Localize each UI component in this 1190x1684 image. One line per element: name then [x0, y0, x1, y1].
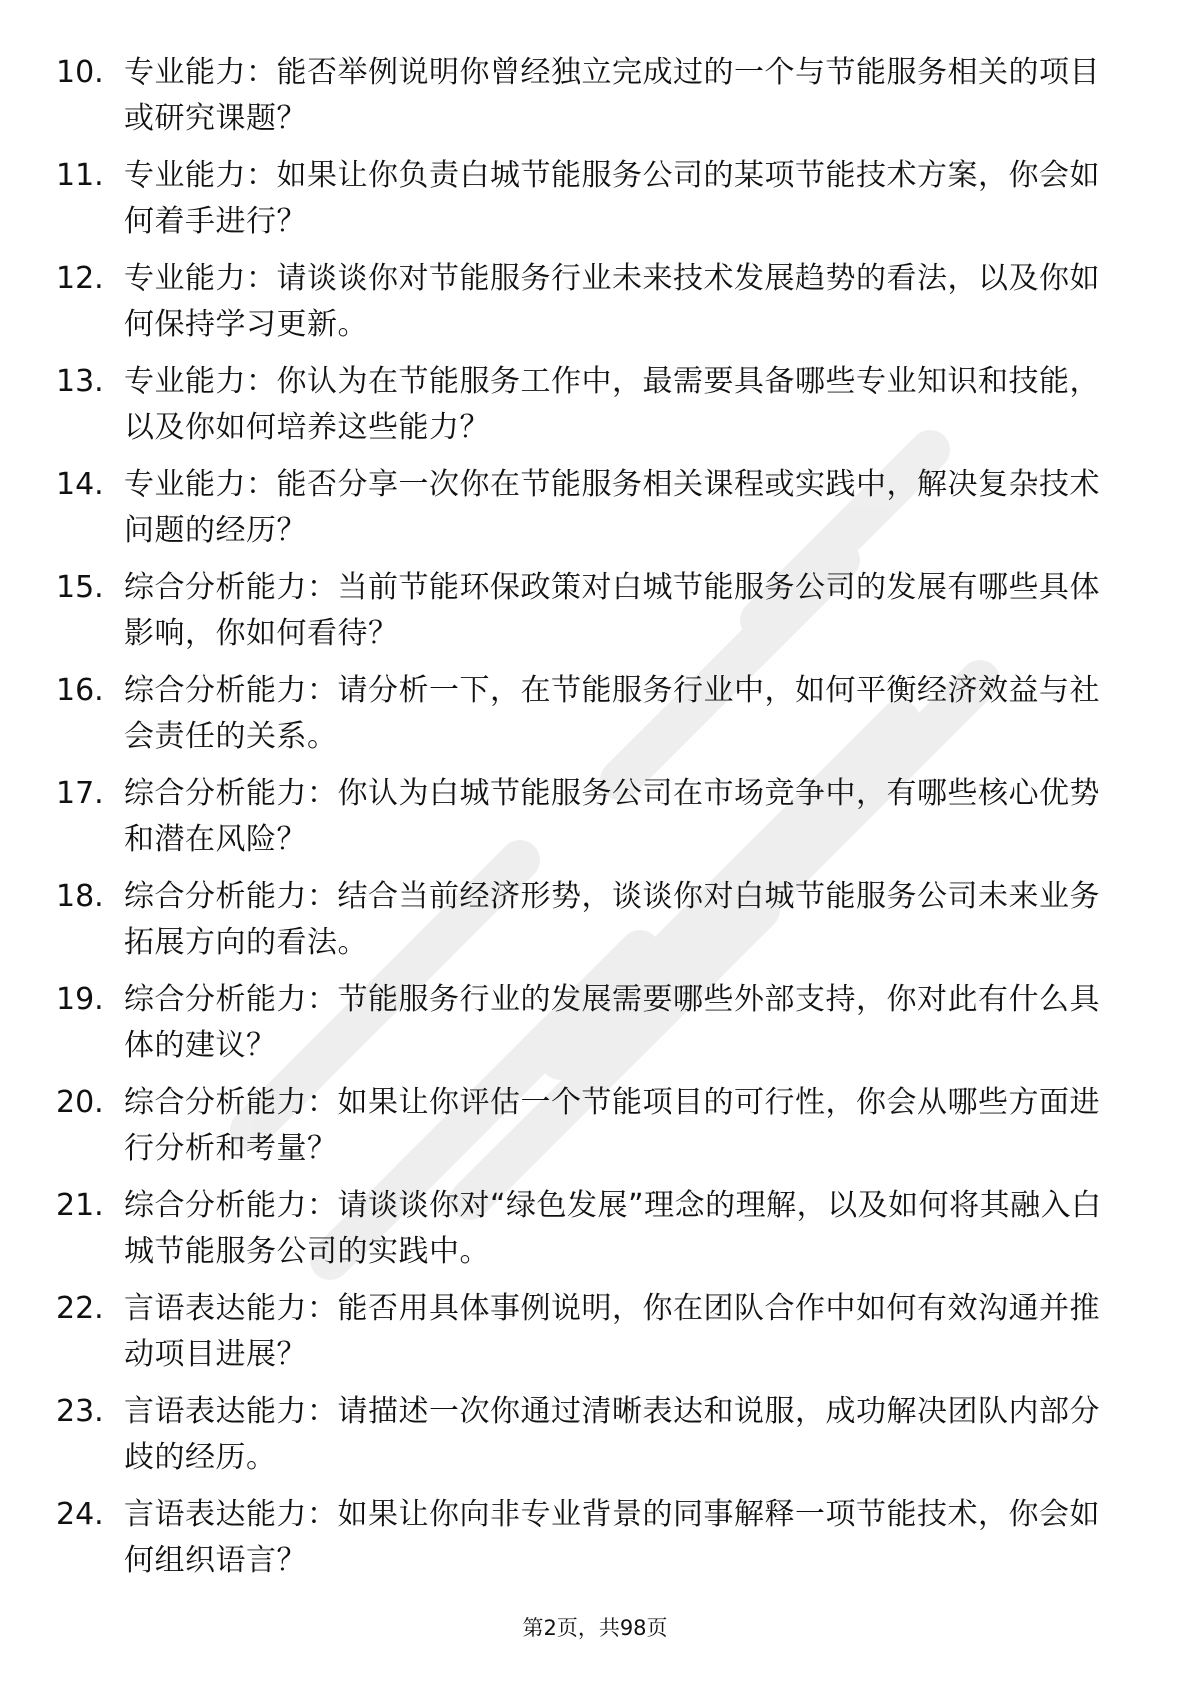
question-number: 17.	[56, 776, 104, 811]
question-number: 20.	[56, 1085, 104, 1120]
question-text: 专业能力：如果让你负责白城节能服务公司的某项节能技术方案，你会如何着手进行？	[124, 158, 1100, 239]
question-item	[56, 874, 1116, 977]
question-item	[56, 977, 1116, 1080]
question-text: 言语表达能力：如果让你向非专业背景的同事解释一项节能技术，你会如何组织语言？	[124, 1497, 1100, 1578]
question-text: 专业能力：能否举例说明你曾经独立完成过的一个与节能服务相关的项目或研究课题？	[124, 55, 1100, 136]
question-text: 专业能力：请谈谈你对节能服务行业未来技术发展趋势的看法，以及你如何保持学习更新。	[124, 261, 1100, 342]
question-item	[56, 668, 1116, 771]
question-number: 16.	[56, 673, 104, 708]
question-item	[56, 462, 1116, 565]
question-item	[56, 1183, 1116, 1286]
question-number: 23.	[56, 1394, 104, 1429]
question-number: 11.	[56, 158, 104, 193]
question-number: 14.	[56, 467, 104, 502]
question-number: 18.	[56, 879, 104, 914]
question-text: 综合分析能力：你认为白城节能服务公司在市场竞争中，有哪些核心优势和潜在风险？	[124, 776, 1100, 857]
question-number: 19.	[56, 982, 104, 1017]
question-number: 22.	[56, 1291, 104, 1326]
question-number: 15.	[56, 570, 104, 605]
question-item	[56, 565, 1116, 668]
question-item	[56, 359, 1116, 462]
question-item	[56, 771, 1116, 874]
question-text: 综合分析能力：请谈谈你对“绿色发展”理念的理解，以及如何将其融入白城节能服务公司的实践中。	[124, 1188, 1102, 1269]
question-item	[56, 153, 1116, 256]
question-text: 专业能力：你认为在节能服务工作中，最需要具备哪些专业知识和技能，以及你如何培养这些能力？	[124, 364, 1100, 445]
question-list	[56, 50, 1116, 1595]
question-number: 24.	[56, 1497, 104, 1532]
question-text: 综合分析能力：节能服务行业的发展需要哪些外部支持，你对此有什么具体的建议？	[124, 982, 1100, 1063]
question-item	[56, 1492, 1116, 1595]
page-footer: 第2页，共98页	[522, 1616, 668, 1640]
question-text: 综合分析能力：请分析一下，在节能服务行业中，如何平衡经济效益与社会责任的关系。	[124, 673, 1100, 754]
question-number: 21.	[56, 1188, 104, 1223]
question-text: 综合分析能力：如果让你评估一个节能项目的可行性，你会从哪些方面进行分析和考量？	[124, 1085, 1100, 1166]
question-item	[56, 1286, 1116, 1389]
question-text: 言语表达能力：能否用具体事例说明，你在团队合作中如何有效沟通并推动项目进展？	[124, 1291, 1100, 1372]
question-item	[56, 256, 1116, 359]
question-text: 言语表达能力：请描述一次你通过清晰表达和说服，成功解决团队内部分歧的经历。	[124, 1394, 1100, 1475]
question-text: 综合分析能力：结合当前经济形势，谈谈你对白城节能服务公司未来业务拓展方向的看法。	[124, 879, 1100, 960]
question-number: 10.	[56, 55, 104, 90]
question-item	[56, 1389, 1116, 1492]
question-text: 专业能力：能否分享一次你在节能服务相关课程或实践中，解决复杂技术问题的经历？	[124, 467, 1100, 548]
question-item	[56, 1080, 1116, 1183]
question-number: 13.	[56, 364, 104, 399]
question-item	[56, 50, 1116, 153]
question-number: 12.	[56, 261, 104, 296]
question-text: 综合分析能力：当前节能环保政策对白城节能服务公司的发展有哪些具体影响，你如何看待？	[124, 570, 1100, 651]
